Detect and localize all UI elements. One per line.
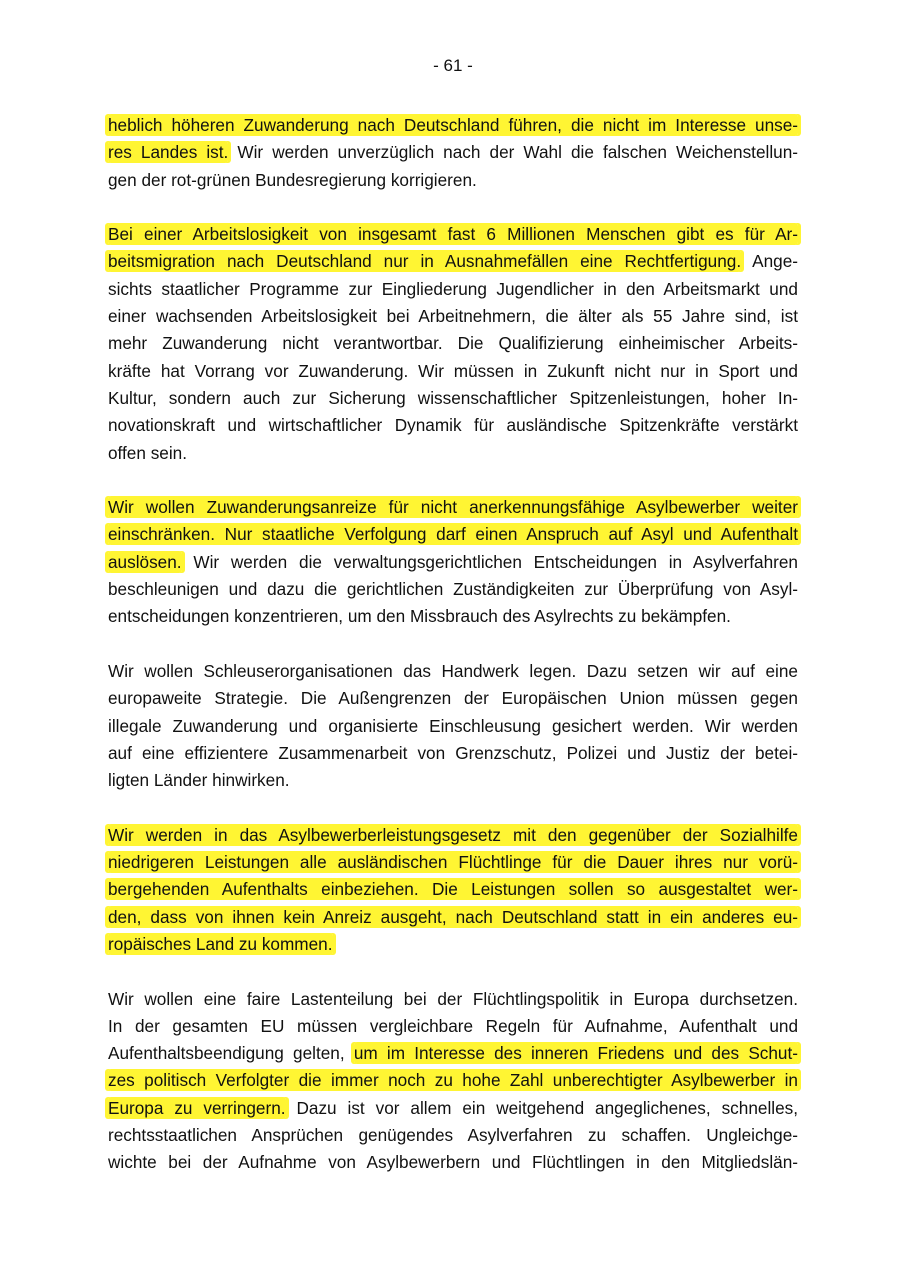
paragraph — [108, 221, 798, 467]
text-line — [108, 139, 798, 166]
text-line — [108, 1067, 798, 1094]
highlighted-text: auslösen. — [108, 551, 182, 572]
text-line — [108, 549, 798, 576]
highlighted-text: beitsmigration nach Deutschland nur in Ausnahmefällen eine Rechtfertigung. — [108, 251, 742, 272]
text-line — [108, 330, 798, 357]
text-segment: Wir werden die verwaltungsgerichtlichen Entscheidungen in Asylverfahren — [181, 551, 798, 572]
text-segment: Wir wollen Schleuserorganisationen das Handwerk legen. Dazu setzen wir auf eine — [108, 660, 798, 681]
text-line — [108, 1149, 798, 1176]
text-line — [108, 1040, 798, 1067]
text-line — [108, 221, 798, 248]
text-segment: ligten Länder hinwirken. — [108, 770, 290, 791]
text-segment: novationskraft und wirtschaftlicher Dynamik für ausländische Spitzenkräfte verstärkt — [108, 415, 798, 436]
text-line — [108, 603, 798, 630]
highlighted-text: den, dass von ihnen kein Anreiz ausgeht, nach Deutschland statt in ein anderes eu- — [108, 906, 798, 927]
text-line — [108, 986, 798, 1013]
paragraph — [108, 822, 798, 958]
highlighted-text: um im Interesse des inneren Friedens und des Schut- — [353, 1043, 798, 1064]
text-segment: entscheidungen konzentrieren, um den Missbrauch des Asylrechts zu bekämpfen. — [108, 606, 731, 627]
highlighted-text: heblich höheren Zuwanderung nach Deutschland führen, die nicht im Interesse unse- — [108, 115, 798, 135]
highlighted-text: ropäisches Land zu kommen. — [108, 933, 333, 954]
text-segment: Dazu ist vor allem ein weitgehend angeglichenes, schnelles, — [285, 1097, 799, 1118]
text-line — [108, 658, 798, 685]
highlighted-text: Europa zu verringern. — [108, 1097, 286, 1118]
paragraph — [108, 986, 798, 1177]
text-line — [108, 685, 798, 712]
text-line — [108, 385, 798, 412]
text-segment: Aufenthaltsbeendigung gelten, — [108, 1043, 354, 1064]
text-segment: beschleunigen und dazu die gerichtlichen Zuständigkeiten zur Überprüfung von Asyl- — [108, 579, 798, 600]
text-line — [108, 876, 798, 903]
highlighted-text: einschränken. Nur staatliche Verfolgung darf einen Anspruch auf Asyl und Aufenthalt — [108, 524, 798, 545]
text-line — [108, 576, 798, 603]
highlighted-text: niedrigeren Leistungen alle ausländischen Flüchtlinge für die Dauer ihres nur vorü- — [108, 852, 798, 873]
text-segment: Kultur, sondern auch zur Sicherung wissenschaftlicher Spitzenleistungen, hoher In- — [108, 387, 798, 408]
text-segment: wichte bei der Aufnahme von Asylbewerbern und Flüchtlingen in den Mitgliedslän- — [108, 1152, 798, 1173]
text-line — [108, 521, 798, 548]
text-segment: gen der rot-grünen Bundesregierung korrigieren. — [108, 169, 477, 190]
text-line — [108, 494, 798, 521]
text-segment: offen sein. — [108, 442, 187, 463]
text-segment: auf eine effizientere Zusammenarbeit von Grenzschutz, Polizei und Justiz der betei- — [108, 742, 798, 763]
highlighted-text: res Landes ist. — [108, 142, 229, 163]
text-segment: In der gesamten EU müssen vergleichbare Regeln für Aufnahme, Aufenthalt und — [108, 1015, 798, 1036]
text-segment: Wir wollen eine faire Lastenteilung bei der Flüchtlingspolitik in Europa durchsetzen. — [108, 988, 798, 1009]
text-segment: einer wachsenden Arbeitslosigkeit bei Arbeitnehmern, die älter als 55 Jahre sind, ist — [108, 306, 798, 327]
text-line — [108, 1122, 798, 1149]
text-line — [108, 767, 798, 794]
text-line — [108, 740, 798, 767]
text-line — [108, 931, 798, 958]
text-line — [108, 822, 798, 849]
highlighted-text: bergehenden Aufenthalts einbeziehen. Die Leistungen sollen so ausgestaltet wer- — [108, 879, 798, 900]
text-line — [108, 276, 798, 303]
text-line — [108, 849, 798, 876]
text-line — [108, 358, 798, 385]
text-line — [108, 713, 798, 740]
paragraph — [108, 494, 798, 630]
highlighted-text: Wir werden in das Asylbewerberleistungsgesetz mit den gegenüber der Sozialhilfe — [108, 824, 798, 845]
highlighted-text: zes politisch Verfolgter die immer noch zu hohe Zahl unberechtigter Asylbewerber in — [108, 1070, 798, 1091]
highlighted-text: Bei einer Arbeitslosigkeit von insgesamt fast 6 Millionen Menschen gibt es für Ar- — [108, 224, 798, 245]
document-body — [108, 112, 798, 1204]
text-line — [108, 1013, 798, 1040]
text-segment: Ange- — [741, 251, 798, 272]
paragraph — [108, 658, 798, 794]
text-line — [108, 167, 798, 194]
text-segment: sichts staatlicher Programme zur Eingliederung Jugendlicher in den Arbeitsmarkt und — [108, 278, 798, 299]
text-segment: europaweite Strategie. Die Außengrenzen der Europäischen Union müssen gegen — [108, 688, 798, 709]
text-line — [108, 303, 798, 330]
text-line — [108, 248, 798, 275]
text-line — [108, 112, 798, 139]
text-segment: mehr Zuwanderung nicht verantwortbar. Die Qualifizierung einheimischer Arbeits- — [108, 333, 798, 354]
text-line — [108, 440, 798, 467]
page-number: - 61 - — [433, 56, 473, 75]
text-segment: illegale Zuwanderung und organisierte Einschleusung gesichert werden. Wir werden — [108, 715, 798, 736]
text-line — [108, 1095, 798, 1122]
text-segment: Wir werden unverzüglich nach der Wahl die falschen Weichenstellun- — [228, 142, 798, 163]
text-segment: rechtsstaatlichen Ansprüchen genügendes Asylverfahren zu schaffen. Ungleichge- — [108, 1124, 798, 1145]
text-line — [108, 412, 798, 439]
highlighted-text: Wir wollen Zuwanderungsanreize für nicht anerkennungsfähige Asylbewerber weiter — [108, 497, 798, 518]
text-line — [108, 904, 798, 931]
paragraph — [108, 112, 798, 194]
text-segment: kräfte hat Vorrang vor Zuwanderung. Wir müssen in Zukunft nicht nur in Sport und — [108, 360, 798, 381]
